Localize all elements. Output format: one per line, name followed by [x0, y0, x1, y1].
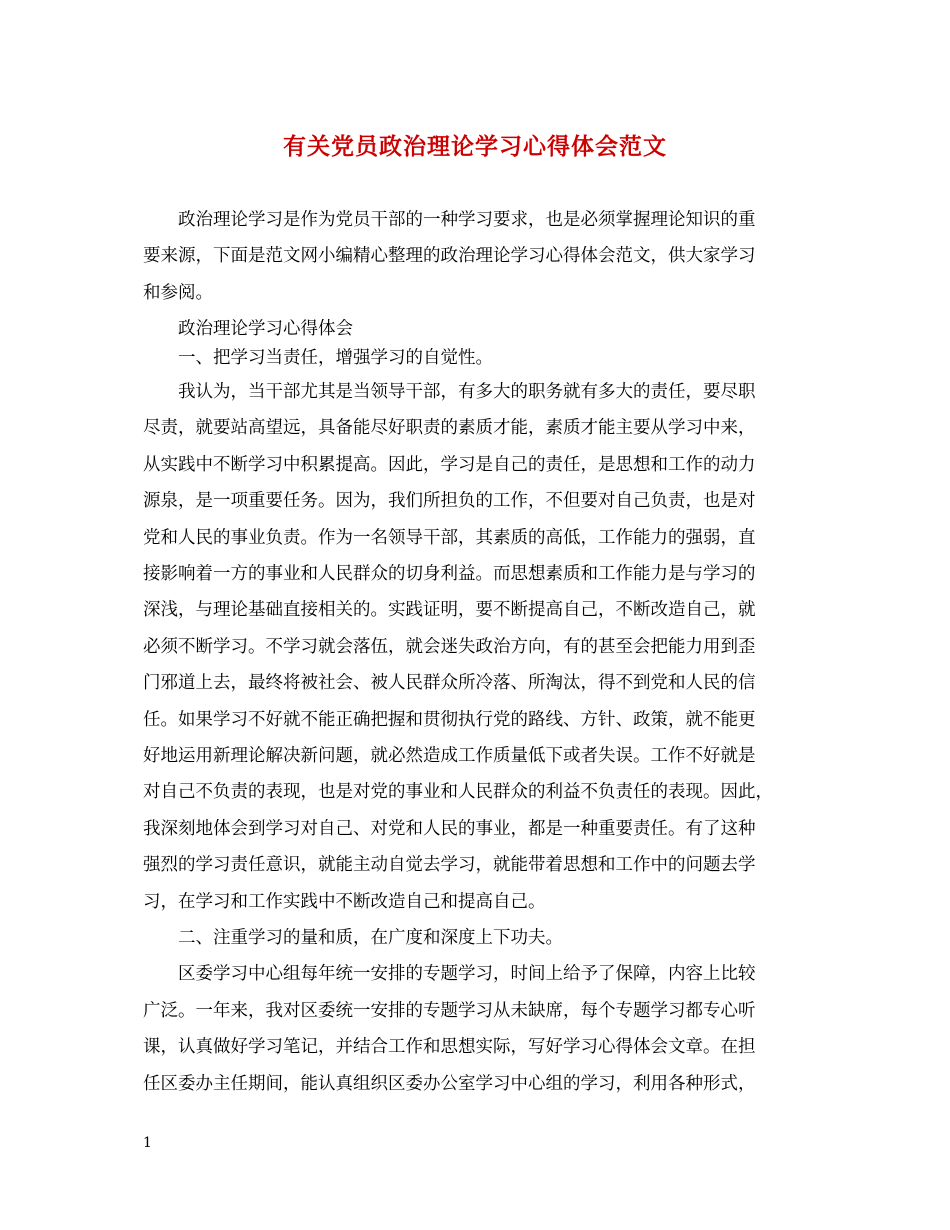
body-line: 源泉，是一项重要任务。因为，我们所担负的工作，不但要对自己负责，也是对	[143, 491, 756, 511]
body-line: 任。如果学习不好就不能正确把握和贯彻执行党的路线、方针、政策，就不能更	[143, 710, 756, 730]
body-line: 接影响着一方的事业和人民群众的切身利益。而思想素质和工作能力是与学习的	[143, 564, 756, 584]
body-line: 尽责，就要站高望远，具备能尽好职责的素质才能，素质才能主要从学习中来，	[143, 418, 756, 438]
body-line: 我认为，当干部尤其是当领导干部，有多大的职务就有多大的责任，要尽职	[143, 382, 756, 402]
body-line: 课，认真做好学习笔记，并结合工作和思想实际，写好学习心得体会文章。在担	[143, 1037, 756, 1057]
body-line: 强烈的学习责任意识，就能主动自觉去学习，就能带着思想和工作中的问题去学	[143, 855, 756, 875]
body-line: 二、注重学习的量和质，在广度和深度上下功夫。	[143, 928, 563, 948]
body-line: 政治理论学习心得体会	[143, 319, 353, 339]
body-line: 对自己不负责的表现，也是对党的事业和人民群众的利益不负责任的表现。因此，	[143, 782, 773, 802]
body-line: 一、把学习当责任，增强学习的自觉性。	[143, 348, 493, 368]
body-line: 要来源，下面是范文网小编精心整理的政治理论学习心得体会范文，供大家学习	[143, 246, 756, 266]
body-line: 门邪道上去，最终将被社会、被人民群众所冷落、所淘汰，得不到党和人民的信	[143, 673, 756, 693]
body-line: 深浅，与理论基础直接相关的。实践证明，要不断提高自己，不断改造自己，就	[143, 600, 756, 620]
body-line: 好地运用新理论解决新问题，就必然造成工作质量低下或者失误。工作不好就是	[143, 746, 756, 766]
body-line: 必须不断学习。不学习就会落伍，就会迷失政治方向，有的甚至会把能力用到歪	[143, 637, 756, 657]
body-line: 党和人民的事业负责。作为一名领导干部，其素质的高低，工作能力的强弱，直	[143, 528, 756, 548]
document-title: 有关党员政治理论学习心得体会范文	[283, 133, 667, 160]
body-line: 习，在学习和工作实践中不断改造自己和提高自己。	[143, 892, 546, 912]
body-line: 我深刻地体会到学习对自己、对党和人民的事业，都是一种重要责任。有了这种	[143, 819, 756, 839]
body-line: 任区委办主任期间，能认真组织区委办公室学习中心组的学习，利用各种形式，	[143, 1074, 756, 1094]
page-number: 1	[143, 1135, 152, 1151]
body-line: 和参阅。	[143, 283, 213, 303]
body-line: 广泛。一年来，我对区委统一安排的专题学习从未缺席，每个专题学习都专心听	[143, 1001, 756, 1021]
body-line: 政治理论学习是作为党员干部的一种学习要求，也是必须掌握理论知识的重	[143, 210, 756, 230]
body-line: 区委学习中心组每年统一安排的专题学习，时间上给予了保障，内容上比较	[143, 964, 756, 984]
body-line: 从实践中不断学习中积累提高。因此，学习是自己的责任，是思想和工作的动力	[143, 455, 756, 475]
